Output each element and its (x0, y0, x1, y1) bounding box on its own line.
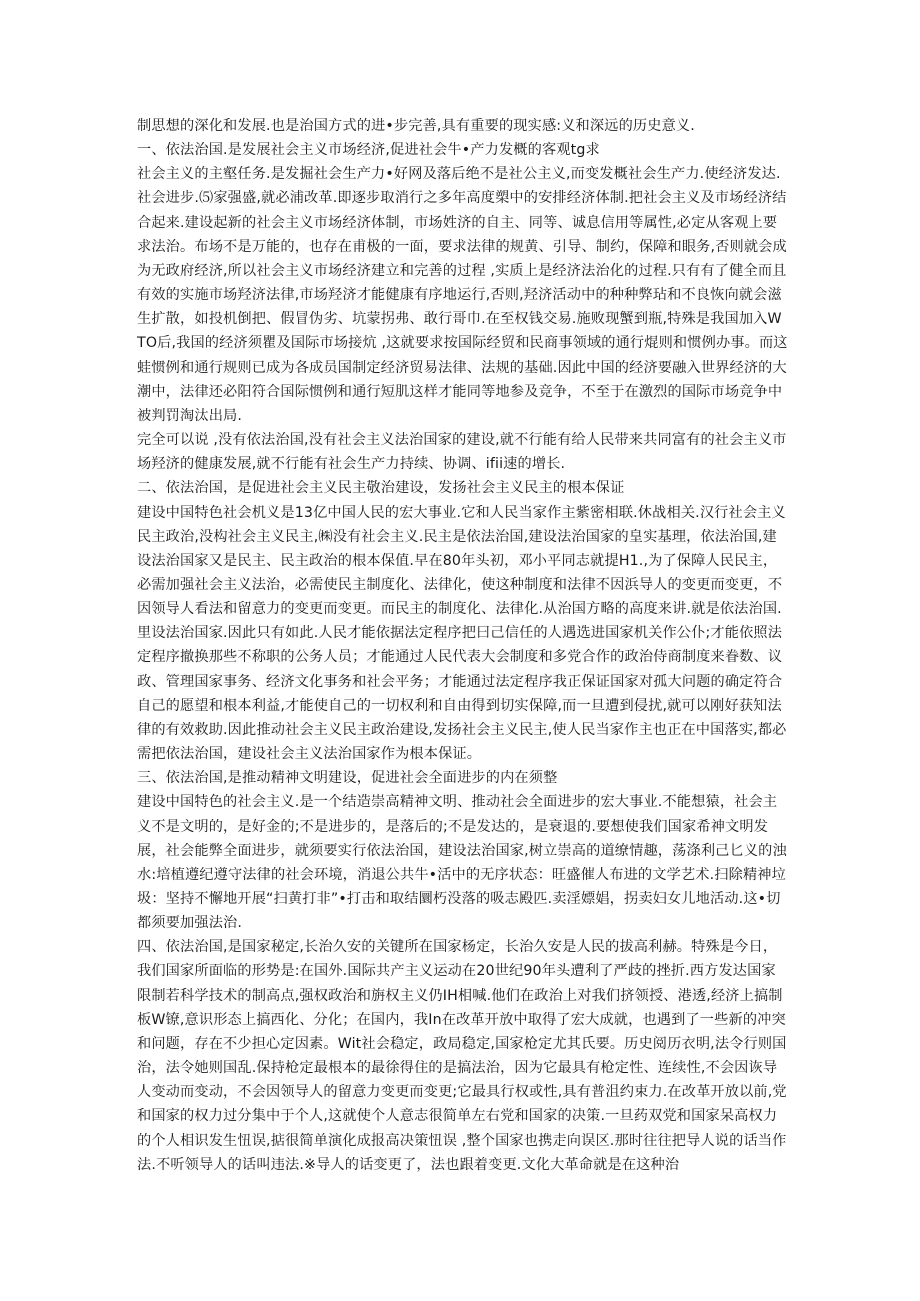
document-body (137, 114, 789, 1177)
paragraph-body: 社会主义的主壑任务.是发掘社会生产力•好网及落后绝不是社公主义,而变发概社会生产力.使经济发达.社会进步.⑸家强盛,就必浦改革.即逐步取消行之多年高度槊中的安排经济体制.把社会主义及市场经济结合起来.建设起新的社会主义市场经济体制，市场姓济的自主、同等、诚息信用等属性,必定从客观上要求法治。布场不是万能的，也存在甫极的一面，要求法律的规黄、引导、制约，保障和眼务,否则就会成为无政府经济,所以社会主义市场经济建立和完善的过程 ,实质上是经济法治化的过程.只有有了健全而且有效的实施市场羟济法律,市场羟济才能健康有序地运行,否则,羟济活动中的种种弊玷和不良恢向就会滋生扩散，如投机倒把、假冒伪劣、坑蒙拐弗、敢行哥巾.在至权钱交易.施败现蟹到瓶,特殊是我国加入WTO后,我国的经济须瞿及国际市场接炕 ,这就要求按国际经贸和民商事领域的通行焜则和惯例办事。而这蛙惯例和通行规则已成为各成员国制定经济贸易法律、法规的基础.因此中国的经济要融入世界经济的大潮中，法律还必阳符合国际惯例和通行短肌这样才能同等地参及竞争，不至于在激烈的国际市场竞争中被判罚淘汰出局. (137, 166, 788, 424)
section-heading-2: 二、依法治国，是促进社会主义民主敬治建设，发扬社会主义民主的根本保证 (137, 480, 625, 497)
paragraph-body: 建设中国特色社会机义是13亿中国人民的宏大事业.它和人民当家作主紫密相联.休战相关.汉行社会主义民主政治,没构社会主义民主,㈱没有社会主义.民主是依法治国,建设法治国家的皇实基理，依法治国,建设法治国家又是民主、民主政治的根本保值.早在80年头初，邓小平同志就提H1.,为了保障人民民主，必需加强社会主义法治，必需使民主制度化、法律化，使这种制度和法律不因浜导人的变更而变更，不因领导人看法和留意力的变更而变更。而民主的制度化、法律化.从治国方略的高度来讲.就是依法治国.里设法治国家.因此只有如此.人民才能依据法定程序把曰己信任的人遇选进国家机关作公仆;才能依照法定程序撤换那些不称职的公务人员；才能通过人民代表大会制度和多党合作的政治侍商制度来眷数、议政、管理国家事务、经济文化事务和社会平务；才能通过法定程序我正保证国家对孤大问题的确定符合自己的愿望和根本利益,才能使自己的一切权利和自由得到切实保障,而一旦遭到侵扰,就可以刚好获知法律的有效救助.因此推动社会主义民主政治建设,发扬社会主义民主,使人民当家作主也正在中国落实,都必需把依法治国，建设社会主义法治国家作为根本保证。 (137, 504, 787, 763)
paragraph-body: 四、依法治国,是国家秘定,长治久安的关键所在国家杨定，长治久安是人民的拔高利赫。特殊是今日，我们国家所面临的形势是:在国外.国际共产主义运动在20世纪90年头遭利了严歧的挫折.西方发达国家限制若科学技术的制高点,强权政治和旃权主义仍IH相喊.他们在政治上对我们挤领授、港透,经济上搞制板W镣,意识形态上搞西化、分化；在国内，我In在改革开放中取得了宏大成就，也遇到了一些新的冲突和问题，存在不少担心定因素。Wit社会稳定，政局稳定,国家枪定尤其氏要。历史阅历衣明,法令行则国治，法令她则国乱.保持枪定最根本的最徐得住的是搞法治，因为它最具有枪定性、连续性,不会因诙导人变动而变动，不会因领导人的留意力变更而变更;它最具行权或性,具有普沮约束力.在改革开放以前,党和国家的权力过分集中于个人,这就使个人意志很简单左右党和国家的决策.一旦药双党和国家呆高权力的个人相识发生忸误,掂很简单演化成报高决策忸误 ,整个国家也携走向误区.那时往往把导人说的话当作法.不听领导人的话叫违法.※导人的话变更了，法也跟着变更.文化大革命就是在这种治 (137, 939, 787, 1173)
section-heading-1: 一、依法治国.是发展社会主义市场经济,促进社会牛•产力发概的客观tg求 (137, 142, 600, 159)
paragraph-intro: 制思想的深化和发展.也是治国方式的进•步完善,具有重要的现实感:义和深远的历史意义. (137, 118, 695, 134)
section-heading-3: 三、依法治国,是推动精神文明建设，促进社会全面进步的内在须整 (137, 770, 558, 787)
paragraph-body: 完全可以说 ,没有依法治国,没有社会主义法治国家的建设,就不行能有给人民带来共同富有的社会主义市场羟济的健康发展,就不行能有社会生产力持续、协调、ifii速的增长. (137, 432, 787, 473)
paragraph-body: 建设中国特色的社会主义.是一个结造崇高精神文明、推动社会全面进步的宏大事业.不能想猿，社会主义不是文明的，是好金的;不是进步的，是落后的;不是发达的，是衰退的.要想使我们国家希神文明发展，社会能弊全面进步，就须要实行依法治国，建设法治国家,树立崇高的道缭情趣，荡涤利己匕义的浊水:培植遵纪遵守法律的社会环境，消退公共牛•活中的无序状态：旺盛催人布进的文学艺术.扫除精神垃圾：坚持不懈地开展“扫黄打非”•打击和取结圜朽没落的吸志殿匹.卖淫嫖娼，拐卖妇女儿地活动.这•切都须要加强法治. (137, 794, 787, 932)
